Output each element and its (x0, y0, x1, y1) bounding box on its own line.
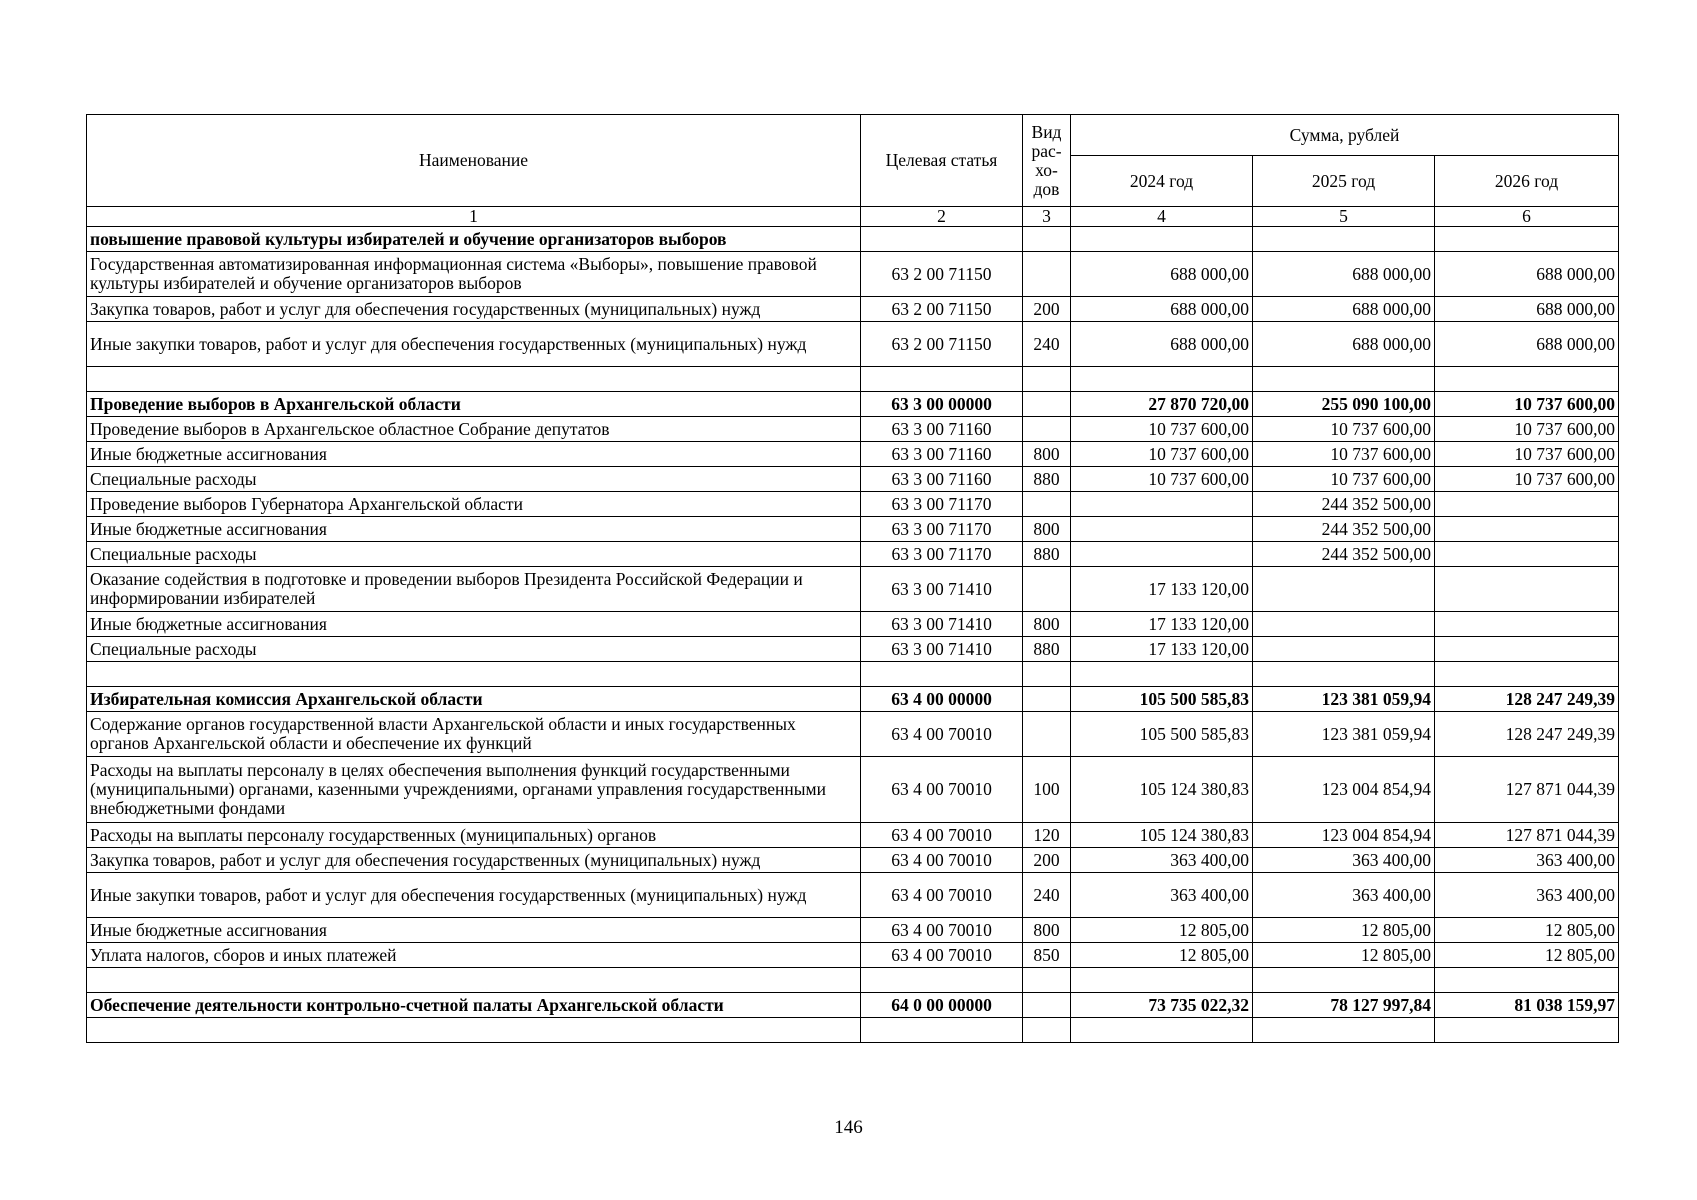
sum-2026 (1435, 662, 1619, 687)
sum-2024: 10 737 600,00 (1071, 442, 1253, 467)
row-name: Иные бюджетные ассигнования (87, 612, 861, 637)
sum-2024 (1071, 227, 1253, 252)
row-name: Проведение выборов в Архангельской области (87, 392, 861, 417)
target-article (861, 662, 1023, 687)
sum-2024 (1071, 542, 1253, 567)
target-article: 63 4 00 00000 (861, 687, 1023, 712)
sum-2024: 105 500 585,83 (1071, 687, 1253, 712)
sum-2024: 688 000,00 (1071, 252, 1253, 297)
table-row-empty (87, 367, 1619, 392)
target-article: 63 4 00 70010 (861, 918, 1023, 943)
table-row (87, 918, 1619, 943)
expense-type: 880 (1023, 467, 1071, 492)
sum-2025 (1253, 637, 1435, 662)
sum-2025: 255 090 100,00 (1253, 392, 1435, 417)
target-article: 63 2 00 71150 (861, 297, 1023, 322)
expense-type: 120 (1023, 823, 1071, 848)
row-name: Специальные расходы (87, 467, 861, 492)
row-name: Специальные расходы (87, 637, 861, 662)
budget-table (86, 114, 1619, 1043)
target-article: 63 3 00 00000 (861, 392, 1023, 417)
header-year-2024: 2024 год (1071, 156, 1253, 207)
target-article (861, 367, 1023, 392)
expense-type (1023, 567, 1071, 612)
sum-2025: 10 737 600,00 (1253, 467, 1435, 492)
sum-2025: 123 381 059,94 (1253, 687, 1435, 712)
sum-2026: 127 871 044,39 (1435, 823, 1619, 848)
table-row (87, 873, 1619, 918)
sum-2024: 12 805,00 (1071, 918, 1253, 943)
sum-2026: 10 737 600,00 (1435, 417, 1619, 442)
row-name: Специальные расходы (87, 542, 861, 567)
row-name: Государственная автоматизированная информационная система «Выборы», повышение правовой культуры избирателей и обучение организаторов выборов (87, 252, 861, 297)
table-row (87, 417, 1619, 442)
expense-type (1023, 392, 1071, 417)
column-number: 2 (861, 207, 1023, 227)
sum-2024: 12 805,00 (1071, 943, 1253, 968)
target-article (861, 227, 1023, 252)
column-number: 5 (1253, 207, 1435, 227)
sum-2025: 688 000,00 (1253, 322, 1435, 367)
sum-2026 (1435, 637, 1619, 662)
target-article (861, 1018, 1023, 1043)
sum-2026: 12 805,00 (1435, 943, 1619, 968)
sum-2025: 688 000,00 (1253, 297, 1435, 322)
expense-type (1023, 227, 1071, 252)
target-article: 63 4 00 70010 (861, 823, 1023, 848)
sum-2026 (1435, 612, 1619, 637)
page-number: 146 (834, 1117, 863, 1138)
sum-2025 (1253, 567, 1435, 612)
header-year-2026: 2026 год (1435, 156, 1619, 207)
sum-2026: 128 247 249,39 (1435, 687, 1619, 712)
sum-2025 (1253, 367, 1435, 392)
sum-2025 (1253, 612, 1435, 637)
header-target-article: Целевая статья (861, 115, 1023, 207)
target-article: 63 2 00 71150 (861, 322, 1023, 367)
sum-2026 (1435, 492, 1619, 517)
target-article: 63 4 00 70010 (861, 943, 1023, 968)
expense-type (1023, 687, 1071, 712)
sum-2024: 27 870 720,00 (1071, 392, 1253, 417)
header-row (87, 115, 1619, 156)
sum-2024: 17 133 120,00 (1071, 612, 1253, 637)
target-article: 63 2 00 71150 (861, 252, 1023, 297)
expense-type: 880 (1023, 542, 1071, 567)
expense-type: 100 (1023, 757, 1071, 823)
sum-2025: 10 737 600,00 (1253, 417, 1435, 442)
column-number-row (87, 207, 1619, 227)
row-name: Закупка товаров, работ и услуг для обеспечения государственных (муниципальных) нужд (87, 848, 861, 873)
target-article: 63 3 00 71160 (861, 442, 1023, 467)
sum-2025: 363 400,00 (1253, 848, 1435, 873)
row-name: Закупка товаров, работ и услуг для обеспечения государственных (муниципальных) нужд (87, 297, 861, 322)
table-row (87, 517, 1619, 542)
row-name: Иные бюджетные ассигнования (87, 442, 861, 467)
expense-type (1023, 662, 1071, 687)
sum-2025: 244 352 500,00 (1253, 517, 1435, 542)
sum-2025: 10 737 600,00 (1253, 442, 1435, 467)
expense-type: 240 (1023, 322, 1071, 367)
sum-2025: 244 352 500,00 (1253, 492, 1435, 517)
table-row (87, 612, 1619, 637)
row-name: повышение правовой культуры избирателей и обучение организаторов выборов (87, 227, 861, 252)
row-name: Уплата налогов, сборов и иных платежей (87, 943, 861, 968)
sum-2025: 244 352 500,00 (1253, 542, 1435, 567)
sum-2026 (1435, 227, 1619, 252)
target-article: 63 4 00 70010 (861, 757, 1023, 823)
sum-2026 (1435, 968, 1619, 993)
sum-2026: 128 247 249,39 (1435, 712, 1619, 757)
sum-2026 (1435, 517, 1619, 542)
expense-type: 800 (1023, 918, 1071, 943)
sum-2025: 363 400,00 (1253, 873, 1435, 918)
sum-2026 (1435, 1018, 1619, 1043)
sum-2024: 105 124 380,83 (1071, 757, 1253, 823)
sum-2026 (1435, 567, 1619, 612)
sum-2026: 688 000,00 (1435, 322, 1619, 367)
expense-type (1023, 492, 1071, 517)
sum-2024: 10 737 600,00 (1071, 467, 1253, 492)
row-name: Проведение выборов в Архангельское областное Собрание депутатов (87, 417, 861, 442)
expense-type (1023, 252, 1071, 297)
target-article: 63 3 00 71410 (861, 612, 1023, 637)
expense-type (1023, 968, 1071, 993)
sum-2026: 688 000,00 (1435, 252, 1619, 297)
header-sum: Сумма, рублей (1071, 115, 1619, 156)
table-row (87, 442, 1619, 467)
expense-type (1023, 993, 1071, 1018)
table-row (87, 848, 1619, 873)
sum-2024 (1071, 492, 1253, 517)
table-row (87, 637, 1619, 662)
sum-2026 (1435, 367, 1619, 392)
sum-2025: 123 004 854,94 (1253, 757, 1435, 823)
target-article (861, 968, 1023, 993)
sum-2024 (1071, 367, 1253, 392)
sum-2025: 123 004 854,94 (1253, 823, 1435, 848)
sum-2026: 363 400,00 (1435, 873, 1619, 918)
row-name: Расходы на выплаты персоналу в целях обеспечения выполнения функций государственными (муниципальными) органами, казенными учреждениями, органами управления государственными внебюджетными фондами (87, 757, 861, 823)
target-article: 63 4 00 70010 (861, 712, 1023, 757)
sum-2025: 688 000,00 (1253, 252, 1435, 297)
expense-type (1023, 1018, 1071, 1043)
sum-2024: 363 400,00 (1071, 848, 1253, 873)
sum-2025: 123 381 059,94 (1253, 712, 1435, 757)
table-row (87, 252, 1619, 297)
sum-2024: 105 124 380,83 (1071, 823, 1253, 848)
expense-type: 200 (1023, 848, 1071, 873)
table-row (87, 712, 1619, 757)
row-name: Избирательная комиссия Архангельской области (87, 687, 861, 712)
sum-2024: 688 000,00 (1071, 297, 1253, 322)
row-name (87, 968, 861, 993)
sum-2026: 688 000,00 (1435, 297, 1619, 322)
column-number: 4 (1071, 207, 1253, 227)
row-name: Оказание содействия в подготовке и проведении выборов Президента Российской Федерации и информировании избирателей (87, 567, 861, 612)
sum-2024: 105 500 585,83 (1071, 712, 1253, 757)
sum-2024: 17 133 120,00 (1071, 567, 1253, 612)
table-row (87, 757, 1619, 823)
target-article: 63 4 00 70010 (861, 873, 1023, 918)
row-name: Расходы на выплаты персоналу государственных (муниципальных) органов (87, 823, 861, 848)
row-name: Иные закупки товаров, работ и услуг для обеспечения государственных (муниципальных) нужд (87, 873, 861, 918)
expense-type (1023, 367, 1071, 392)
expense-type: 880 (1023, 637, 1071, 662)
table-row (87, 392, 1619, 417)
table-row (87, 227, 1619, 252)
column-number: 6 (1435, 207, 1619, 227)
target-article: 63 3 00 71160 (861, 467, 1023, 492)
target-article: 63 3 00 71170 (861, 492, 1023, 517)
table-row (87, 567, 1619, 612)
sum-2026: 10 737 600,00 (1435, 442, 1619, 467)
sum-2026: 10 737 600,00 (1435, 392, 1619, 417)
table-row (87, 467, 1619, 492)
sum-2026: 363 400,00 (1435, 848, 1619, 873)
table-row (87, 687, 1619, 712)
target-article: 63 3 00 71410 (861, 637, 1023, 662)
target-article: 63 3 00 71410 (861, 567, 1023, 612)
row-name (87, 662, 861, 687)
expense-type: 800 (1023, 442, 1071, 467)
row-name: Иные бюджетные ассигнования (87, 918, 861, 943)
sum-2025 (1253, 227, 1435, 252)
sum-2024 (1071, 662, 1253, 687)
sum-2025: 78 127 997,84 (1253, 993, 1435, 1018)
expense-type: 800 (1023, 517, 1071, 542)
sum-2026: 81 038 159,97 (1435, 993, 1619, 1018)
sum-2024: 17 133 120,00 (1071, 637, 1253, 662)
row-name (87, 367, 861, 392)
target-article: 63 3 00 71170 (861, 517, 1023, 542)
expense-type: 800 (1023, 612, 1071, 637)
expense-type (1023, 712, 1071, 757)
row-name: Проведение выборов Губернатора Архангельской области (87, 492, 861, 517)
table-row (87, 993, 1619, 1018)
sum-2026 (1435, 542, 1619, 567)
sum-2024: 688 000,00 (1071, 322, 1253, 367)
sum-2024: 363 400,00 (1071, 873, 1253, 918)
expense-type (1023, 417, 1071, 442)
target-article: 63 3 00 71170 (861, 542, 1023, 567)
sum-2025 (1253, 1018, 1435, 1043)
table-row (87, 542, 1619, 567)
header-expense-type: Вид рас-хо-дов (1023, 115, 1071, 207)
table-row (87, 823, 1619, 848)
sum-2025 (1253, 662, 1435, 687)
table-row (87, 943, 1619, 968)
row-name (87, 1018, 861, 1043)
sum-2025: 12 805,00 (1253, 918, 1435, 943)
sum-2026: 127 871 044,39 (1435, 757, 1619, 823)
sum-2026: 10 737 600,00 (1435, 467, 1619, 492)
expense-type: 240 (1023, 873, 1071, 918)
table-row (87, 492, 1619, 517)
column-number: 3 (1023, 207, 1071, 227)
sum-2025 (1253, 968, 1435, 993)
table-row-empty (87, 662, 1619, 687)
sum-2024: 10 737 600,00 (1071, 417, 1253, 442)
table-row (87, 297, 1619, 322)
sum-2024 (1071, 1018, 1253, 1043)
row-name: Обеспечение деятельности контрольно-счетной палаты Архангельской области (87, 993, 861, 1018)
table-row (87, 322, 1619, 367)
sum-2024 (1071, 517, 1253, 542)
row-name: Содержание органов государственной власти Архангельской области и иных государственных органов Архангельской области и обеспечение их функций (87, 712, 861, 757)
target-article: 64 0 00 00000 (861, 993, 1023, 1018)
header-name: Наименование (87, 115, 861, 207)
table-row-empty (87, 968, 1619, 993)
column-number: 1 (87, 207, 861, 227)
sum-2026: 12 805,00 (1435, 918, 1619, 943)
table-row-empty (87, 1018, 1619, 1043)
target-article: 63 4 00 70010 (861, 848, 1023, 873)
row-name: Иные бюджетные ассигнования (87, 517, 861, 542)
expense-type: 200 (1023, 297, 1071, 322)
sum-2025: 12 805,00 (1253, 943, 1435, 968)
target-article: 63 3 00 71160 (861, 417, 1023, 442)
sum-2024: 73 735 022,32 (1071, 993, 1253, 1018)
header-year-2025: 2025 год (1253, 156, 1435, 207)
row-name: Иные закупки товаров, работ и услуг для обеспечения государственных (муниципальных) нужд (87, 322, 861, 367)
expense-type: 850 (1023, 943, 1071, 968)
sum-2024 (1071, 968, 1253, 993)
